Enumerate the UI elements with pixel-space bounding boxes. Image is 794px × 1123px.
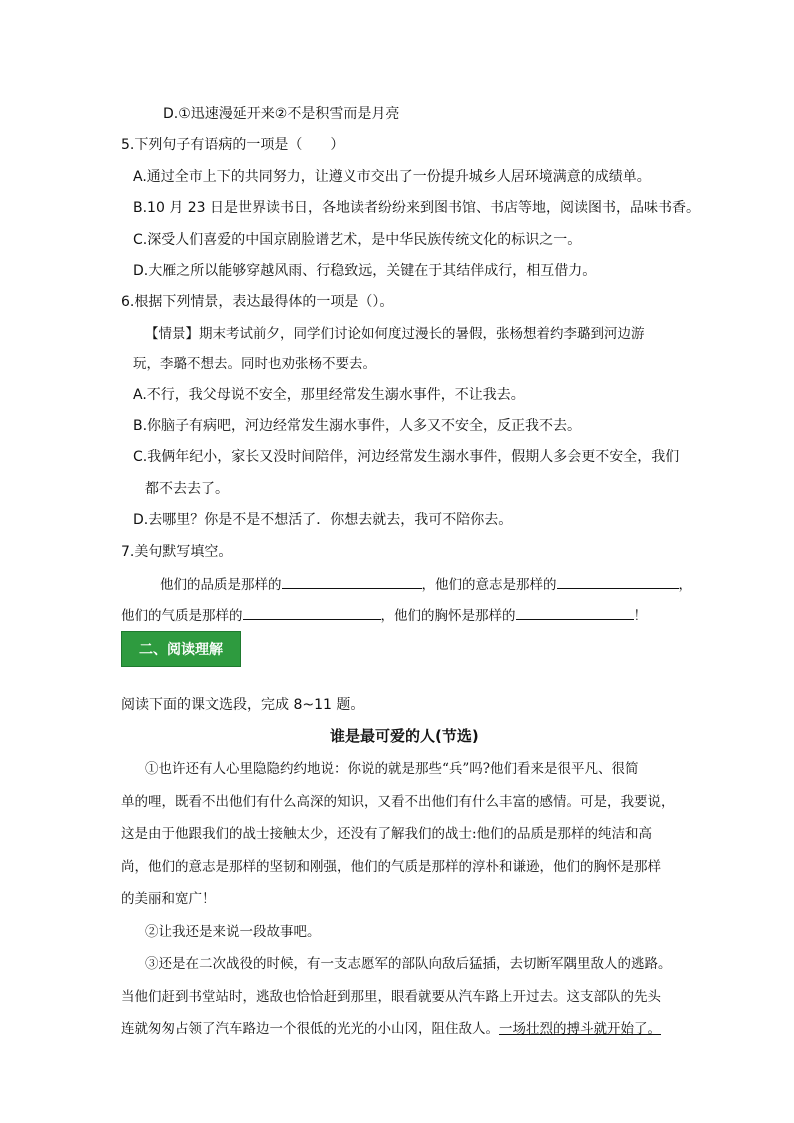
para1-line1: ①也许还有人心里隐隐约约地说：你说的就是那些“兵”吗?他们看来是很平凡、很简 — [145, 761, 639, 777]
blank-4[interactable] — [516, 605, 634, 620]
fill-line-2 — [121, 604, 647, 624]
option-5c: C.深受人们喜爱的中国京剧脸谱艺术，是中华民族传统文化的标识之一。 — [133, 232, 582, 248]
option-5b: B.10 月 23 日是世界读书日，各地读者纷纷来到图书馆、书店等地，阅读图书，品味书香。 — [133, 200, 701, 216]
option-4d: D.①迅速漫延开来②不是积雪而是月亮 — [163, 106, 400, 122]
fill-text-2b: ，他们的胸怀是那样的 — [380, 608, 516, 624]
para1-line4: 尚，他们的意志是那样的坚韧和刚强，他们的气质是那样的淳朴和谦逊，他们的胸怀是那样 — [121, 859, 661, 875]
option-5a: A.通过全市上下的共同努力，让遵义市交出了一份提升城乡人居环境满意的成绩单。 — [133, 169, 651, 185]
option-6c-line1: C.我俩年纪小，家长又没时间陪伴，河边经常发生溺水事件，假期人多会更不安全，我们 — [133, 449, 680, 465]
context-line-2: 玩，李璐不想去。同时也劝张杨不要去。 — [133, 356, 376, 372]
fill-line-1 — [160, 573, 692, 593]
para1-line5: 的美丽和宽广！ — [121, 891, 216, 907]
para2: ②让我还是来说一段故事吧。 — [145, 924, 321, 940]
para3-line2: 当他们赶到书堂站时，逃敌也恰恰赶到那里，眼看就要从汽车路上开过去。这支部队的先头 — [121, 989, 661, 1005]
passage-title: 谁是最可爱的人(节选) — [330, 727, 479, 745]
fill-text-1b: ，他们的意志是那样的 — [421, 577, 557, 593]
option-6a: A.不行，我父母说不安全，那里经常发生溺水事件，不让我去。 — [133, 387, 525, 403]
option-6d: D.去哪里？你是不是不想活了．你想去就去，我可不陪你去。 — [133, 512, 513, 528]
fill-text-2a: 他们的气质是那样的 — [121, 608, 243, 624]
option-5d: D.大雁之所以能够穿越风雨、行稳致远，关键在于其结伴成行，相互借力。 — [133, 263, 597, 279]
para3-line3-text: 连就匆匆占领了汽车路边一个很低的光光的小山冈，阻住敌人。 — [121, 1021, 499, 1037]
reading-instruction: 阅读下面的课文选段，完成 8~11 题。 — [121, 697, 365, 713]
fill-text-1a: 他们的品质是那样的 — [160, 577, 282, 593]
para3-line3 — [121, 1017, 661, 1037]
para1-line2: 单的哩，既看不出他们有什么高深的知识，又看不出他们有什么丰富的感情。可是，我要说， — [121, 794, 675, 810]
fill-text-2c: ！ — [633, 608, 647, 624]
option-6c-line2: 都不去去了。 — [145, 481, 229, 497]
question-7: 7.美句默写填空。 — [121, 544, 233, 560]
context-line-1: 【情景】期末考试前夕，同学们讨论如何度过漫长的暑假，张杨想着约李璐到河边游 — [145, 326, 645, 342]
section-header: 二、阅读理解 — [121, 631, 241, 667]
para1-line3: 这是由于他跟我们的战士接触太少，还没有了解我们的战士:他们的品质是那样的纯洁和高 — [121, 826, 653, 842]
question-5: 5.下列句子有语病的一项是（ ） — [121, 137, 345, 153]
fill-text-1c: ， — [678, 577, 692, 593]
para3-line1: ③还是在二次战役的时候，有一支志愿军的部队向敌后猛插，去切断军隅里敌人的逃路。 — [145, 956, 672, 972]
question-6: 6.根据下列情景，表达最得体的一项是（）。 — [121, 294, 394, 310]
option-6b: B.你脑子有病吧，河边经常发生溺水事件，人多又不安全，反正我不去。 — [133, 418, 582, 434]
underlined-sentence: 一场壮烈的搏斗就开始了。 — [499, 1021, 661, 1037]
blank-2[interactable] — [557, 574, 679, 589]
blank-1[interactable] — [282, 574, 422, 589]
blank-3[interactable] — [243, 605, 381, 620]
